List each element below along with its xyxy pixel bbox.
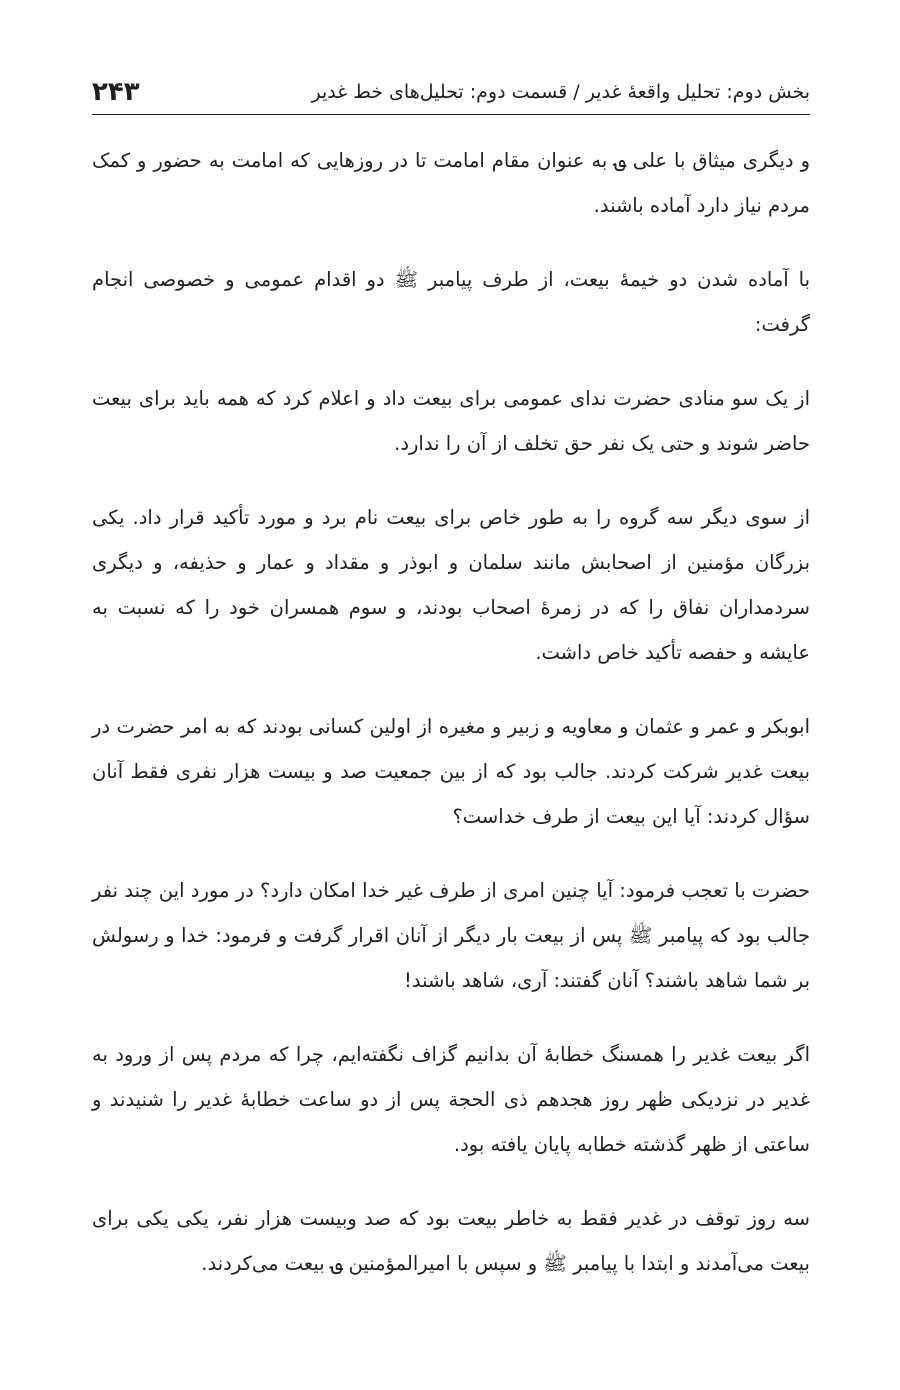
paragraph: با آماده شدن دو خیمۀ بیعت، از طرف پیامبر ﷺ دو اقدام عمومی و خصوصی انجام گرفت:: [92, 268, 810, 336]
paragraph: ابوبکر و عمر و عثمان و معاویه و زبیر و مغیره از اولین کسانی بودند که به امر حضرت در بیعت غدیر شرکت کردند. جالب بود که از بین جمعیت صد و بیست هزار نفری فقط آنان سؤال کردند: آیا این بیعت از طرف خداست؟: [92, 715, 810, 828]
paragraph: اگر بیعت غدیر را همسنگ خطابۀ آن بدانیم گزاف نگفته‌ایم، چرا که مردم پس از ورود به غدیر در نزدیکی ظهر روز هجدهم ذی الحجة پس از دو ساعت خطابۀ غدیر را شنیدند و ساعتی از ظهر گذشته خطابه پایان یافته بود.: [92, 1043, 810, 1156]
body-text: [92, 138, 810, 1315]
page-number: ۲۴۳: [92, 77, 140, 107]
running-header-title: بخش دوم: تحلیل واقعۀ غدیر / قسمت دوم: تحلیل‌های خط غدیر: [311, 81, 810, 103]
paragraph: سه روز توقف در غدیر فقط به خاطر بیعت بود که صد وبیست هزار نفر، یکی یکی برای بیعت می‌آمدند و ابتدا با پیامبر ﷺ و سپس با امیرالمؤمنین ؈ بیعت می‌کردند.: [92, 1207, 810, 1275]
running-header: [92, 70, 810, 115]
book-page: [92, 0, 810, 1390]
paragraph: از یک سو منادی حضرت ندای عمومی برای بیعت داد و اعلام کرد که همه باید برای بیعت حاضر شوند و حتی یک نفر حق تخلف از آن را ندارد.: [92, 387, 810, 455]
paragraph: حضرت با تعجب فرمود: آیا چنین امری از طرف غیر خدا امکان دارد؟ در مورد این چند نفر جالب بود که پیامبر ﷺ پس از بیعت بار دیگر از آنان اقرار گرفت و فرمود: خدا و رسولش بر شما شاهد باشند؟ آنان گفتند: آری، شاهد باشند!: [92, 879, 810, 992]
paragraph: و دیگری میثاق با علی ؈ به عنوان مقام امامت تا در روزهایی که امامت به حضور و کمک مردم نیاز دارد آماده باشند.: [92, 149, 810, 217]
paragraph: از سوی دیگر سه گروه را به طور خاص برای بیعت نام برد و مورد تأکید قرار داد. یکی بزرگان مؤمنین از اصحابش مانند سلمان و ابوذر و مقداد و عمار و حذیفه، و دیگری سردمداران نفاق را که در زمرۀ اصحاب بودند، و سوم همسران خود را که نسبت به عایشه و حفصه تأکید خاص داشت.: [92, 506, 810, 664]
